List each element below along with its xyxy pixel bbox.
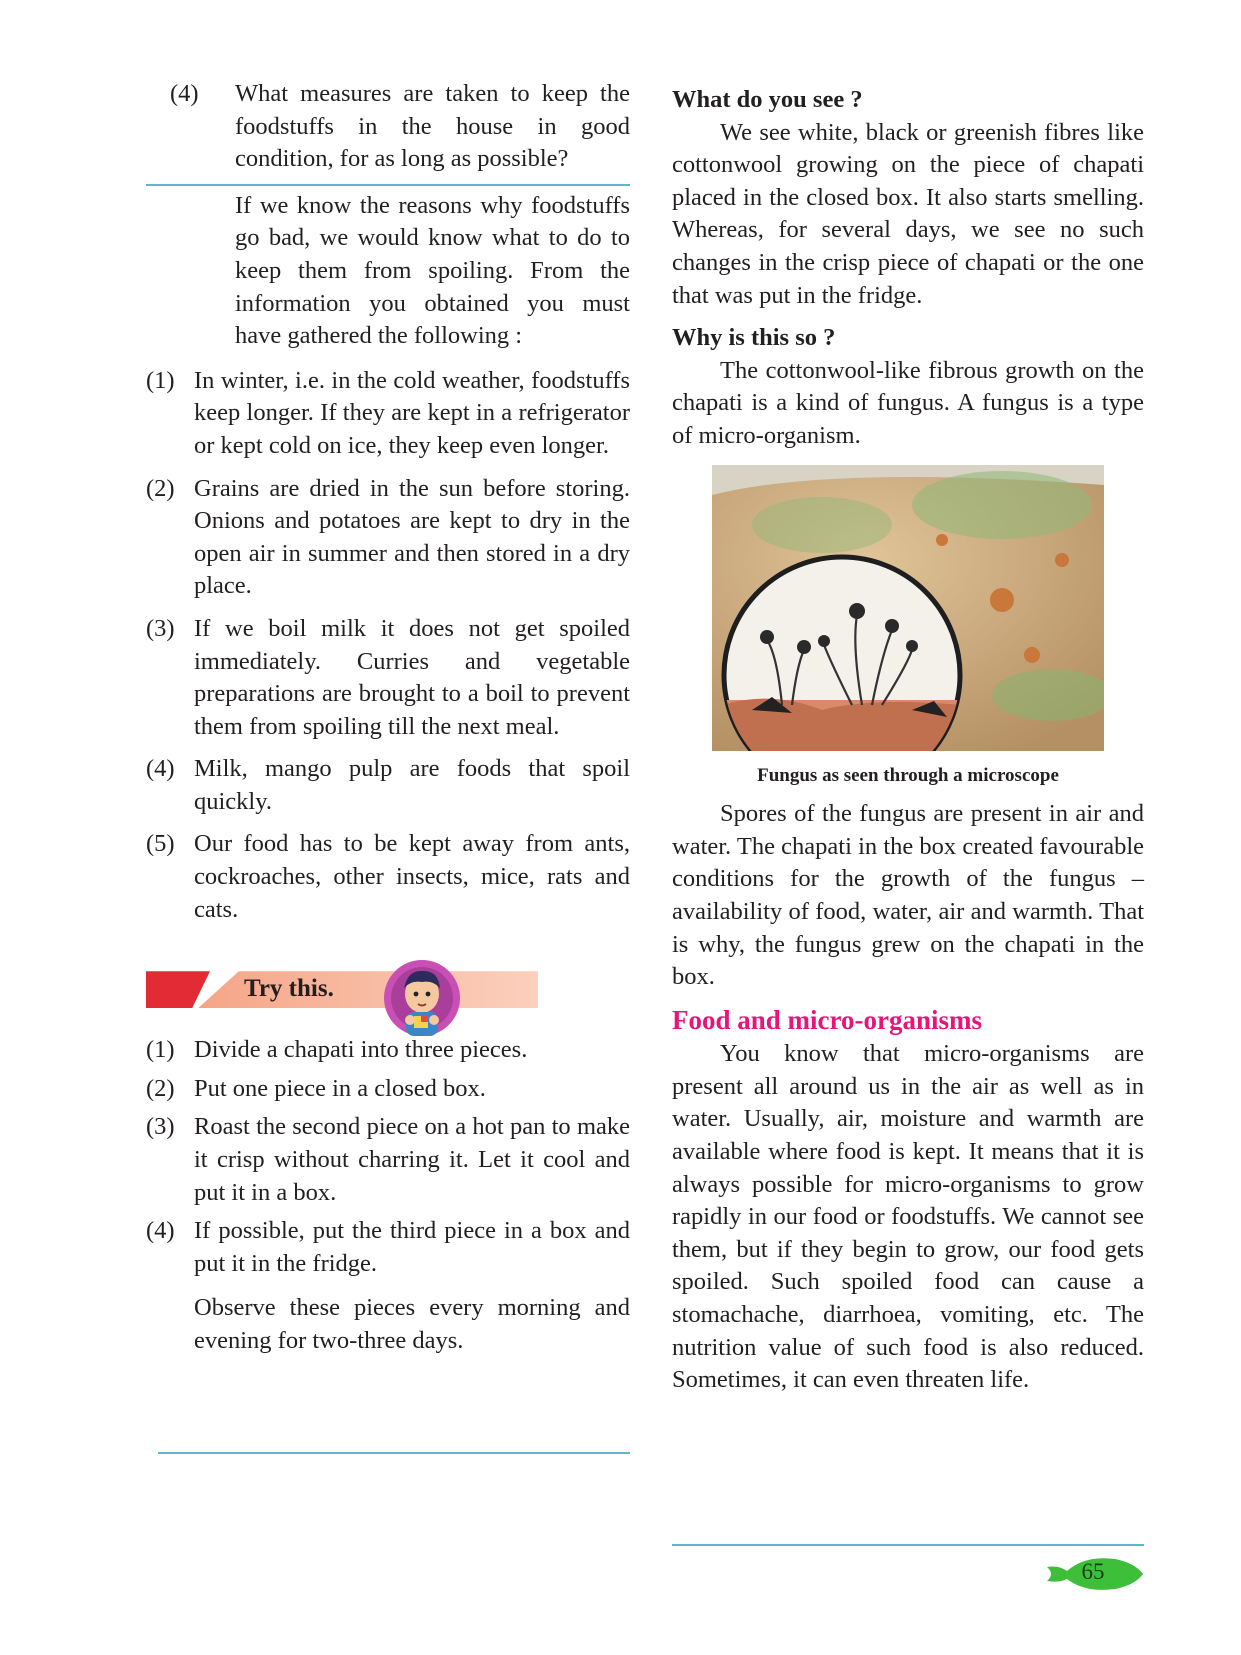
fungus-image: [712, 465, 1104, 751]
page-number: 65: [1081, 1559, 1105, 1584]
item-number: (3): [146, 1113, 175, 1141]
try-this-banner: [146, 958, 630, 1020]
list-item: [146, 365, 630, 463]
question-item: [170, 78, 630, 176]
item-text: Our food has to be kept away from ants, cockroaches, other insects, mice, rats and cats.: [194, 830, 630, 923]
list-item: [146, 753, 630, 818]
heading-food-micro-organisms: Food and micro-organisms: [672, 1004, 983, 1035]
figure-caption: Fungus as seen through a microscope: [757, 765, 1059, 787]
bottom-rule-right: [672, 1544, 1144, 1546]
question-text: What measures are taken to keep the foodstuffs in the house in good condition, for as long as possible?: [235, 80, 630, 173]
item-text: If we boil milk it does not get spoiled immediately. Curries and vegetable preparations are brought to a boil to prevent them from spoiling till the next meal.: [194, 614, 630, 740]
paragraph: We see white, black or greenish fibres like cottonwool growing on the piece of chapati placed in the closed box. It also starts smelling. Whereas, for several days, we see no such changes in the crisp piece of chapati or the one that was put in the fridge.: [672, 118, 1144, 309]
paragraph: The cottonwool-like fibrous growth on the chapati is a kind of fungus. A fungus is a type of micro-organism.: [672, 356, 1144, 449]
right-column: [672, 84, 1144, 1397]
list-item: [146, 1073, 630, 1106]
left-column: [146, 78, 630, 1358]
item-text: Divide a chapati into three pieces.: [194, 1036, 528, 1064]
item-number: (3): [146, 614, 175, 642]
item-text: Grains are dried in the sun before storing. Onions and potatoes are kept to dry in the open air in summer and then stored in a dry place.: [194, 474, 630, 600]
page-number-badge: [1045, 1553, 1145, 1595]
list-item: [146, 473, 630, 603]
observe-paragraph: Observe these pieces every morning and evening for two-three days.: [194, 1294, 630, 1354]
item-text: Put one piece in a closed box.: [194, 1074, 486, 1102]
list-item: [146, 1034, 630, 1067]
item-text: Roast the second piece on a hot pan to make it crisp without charring it. Let it cool and put it in a box.: [194, 1113, 630, 1206]
list-item: [146, 1215, 630, 1280]
item-text: In winter, i.e. in the cold weather, foodstuffs keep longer. If they are kept in a refrigerator or kept cold on ice, they keep even longer.: [194, 366, 630, 459]
paragraph: Spores of the fungus are present in air and water. The chapati in the box created favourable conditions for the growth of the fungus – availability of food, water, air and warmth. That is why, the fungus grew on the chapati in the box.: [672, 800, 1144, 991]
banner-red-tab: [146, 971, 210, 1008]
divider-rule: [146, 184, 630, 186]
item-text: Milk, mango pulp are foods that spoil quickly.: [194, 755, 630, 815]
item-number: (4): [146, 755, 175, 783]
heading-why: Why is this so ?: [672, 324, 836, 352]
list-item: [146, 1111, 630, 1209]
list-item: [146, 828, 630, 926]
fungus-figure: [712, 465, 1104, 789]
item-number: (1): [146, 366, 175, 394]
item-text: If possible, put the third piece in a box and put it in the fridge.: [194, 1217, 630, 1277]
item-number: (5): [146, 830, 175, 858]
item-number: (4): [146, 1217, 175, 1245]
item-number: (2): [146, 1074, 175, 1102]
intro-paragraph: If we know the reasons why foodstuffs go bad, we would know what to do to keep them from spoiling. From the information you obtained you must have gathered the following :: [235, 191, 630, 350]
question-number: (4): [170, 80, 199, 107]
item-number: (1): [146, 1036, 175, 1064]
paragraph: You know that micro-organisms are present all around us in the air as well as in water. Usually, air, moisture and warmth are available where food is kept. It means that it is always possible for micro-organisms to grow rapidly in our food or foodstuffs. We cannot see them, but if they begin to grow, our food gets spoiled. Such spoiled food can cause a stomachache, diarrhoea, vomiting, etc. The nutrition value of such food is also reduced. Sometimes, it can even threaten life.: [672, 1040, 1144, 1394]
heading-what-do-you-see: What do you see ?: [672, 86, 863, 113]
list-item: [146, 613, 630, 743]
try-this-title: Try this.: [244, 975, 334, 1003]
item-number: (2): [146, 474, 175, 502]
bottom-rule-left: [158, 1452, 630, 1454]
